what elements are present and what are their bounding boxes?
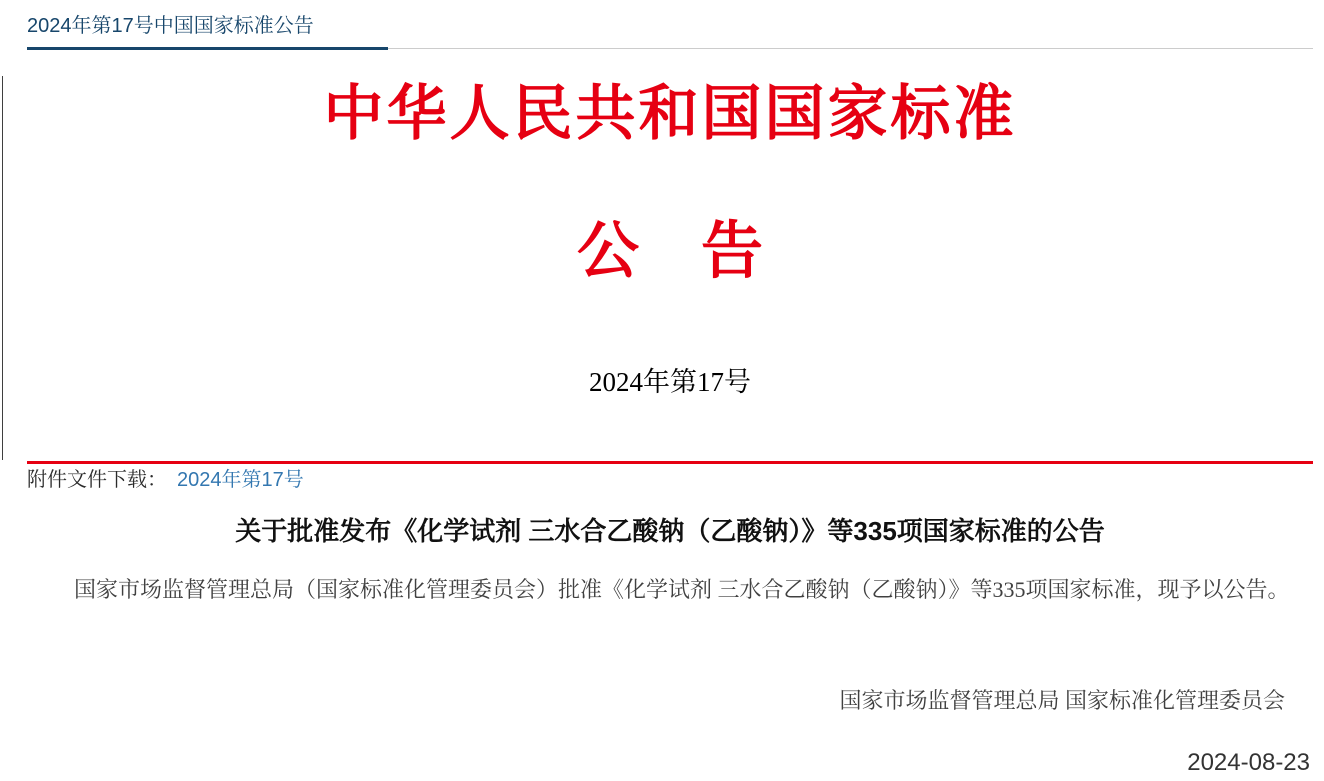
attachment-row (27, 467, 1313, 494)
announcement-date: 2024-08-23 (1187, 749, 1310, 776)
red-divider (27, 461, 1313, 464)
attachment-label: 附件文件下载： (27, 469, 167, 491)
document-title: 中华人民共和国国家标准 (323, 81, 1017, 147)
announcement-body: 国家市场监督管理总局（国家标准化管理委员会）批准《化学试剂 三水合乙酸钠（乙酸钠）》等335项国家标准，现予以公告。 (74, 577, 1290, 602)
document-subtitle: 公 告 (576, 218, 763, 286)
left-edge-border (2, 76, 3, 460)
active-tab-underline (27, 47, 388, 50)
announcement-heading: 关于批准发布《化学试剂 三水合乙酸钠（乙酸钠）》等335项国家标准的公告 (235, 516, 1105, 546)
issuer-signature: 国家市场监督管理总局 国家标准化管理委员会 (839, 688, 1285, 713)
issue-number: 2024年第17号 (589, 367, 751, 397)
header-tab-title[interactable]: 2024年第17号中国国家标准公告 (27, 15, 314, 37)
attachment-download-link[interactable]: 2024年第17号 (177, 469, 304, 491)
